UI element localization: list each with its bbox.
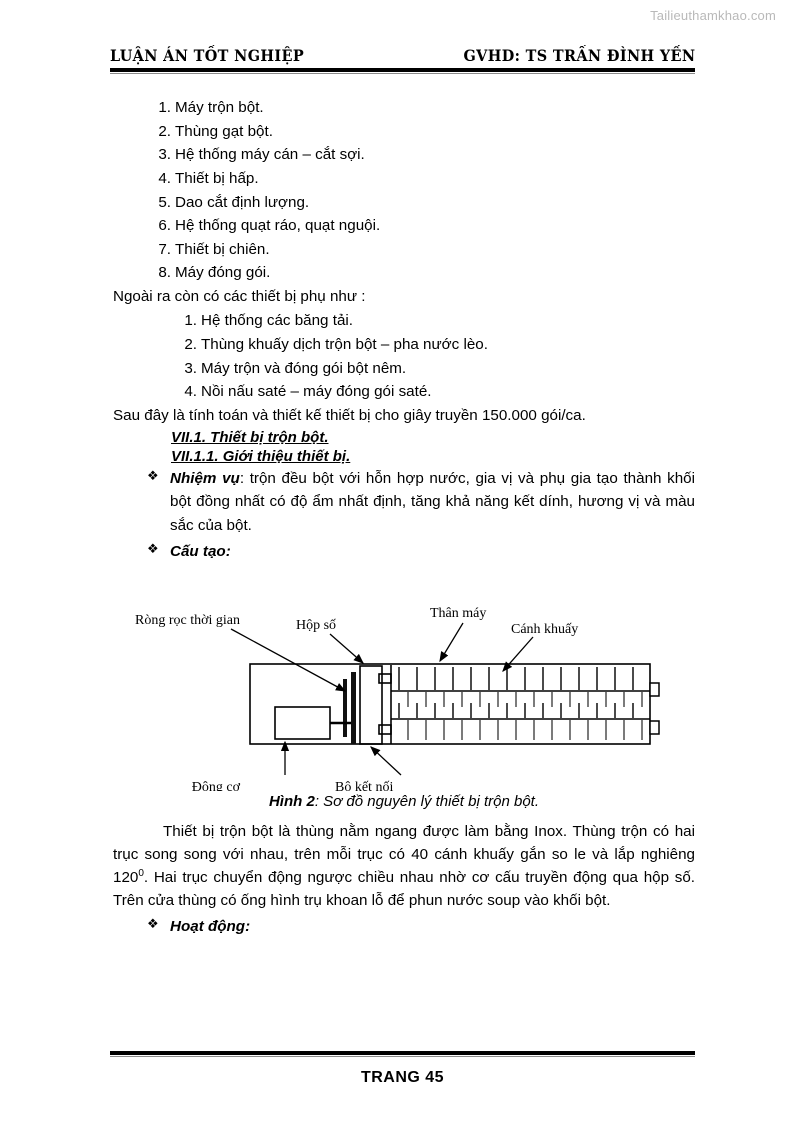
list-item-number: 3. bbox=[184, 359, 197, 377]
label-rong-roc: Ròng rọc thời gian bbox=[135, 613, 240, 629]
coupling-upper bbox=[379, 674, 391, 683]
list-item bbox=[113, 309, 695, 333]
list-item-label: Dao cắt định lượng. bbox=[175, 193, 310, 211]
list-item-label: Máy trộn và đóng gói bột nêm. bbox=[201, 359, 407, 377]
design-intro-paragraph: Sau đây là tính toán và thiết kế thiết bị cho giây truyền 150.000 gói/ca. bbox=[113, 406, 586, 424]
mixer-schematic-svg bbox=[113, 579, 695, 791]
list-item-number: 5. bbox=[158, 193, 171, 211]
list-item-number: 2. bbox=[158, 122, 171, 140]
list-item-label: Thùng khuấy dịch trộn bột – pha nước lèo. bbox=[201, 335, 488, 353]
bullet-hoat-dong bbox=[113, 915, 695, 939]
label-dong-co: Động cơ bbox=[191, 780, 240, 792]
figure-caption bbox=[113, 793, 695, 810]
figure-mixer-diagram bbox=[113, 579, 695, 791]
list-item-label: Thiết bị hấp. bbox=[175, 169, 259, 187]
list-item bbox=[113, 167, 695, 191]
diamond-bullet-icon: ❖ bbox=[147, 540, 159, 556]
bullet-text: : trộn đều bột với hỗn hợp nước, gia vị và phụ gia tạo thành khối bột đồng nhất có độ ẩm nhất định, tăng khả năng kết dính, hương vị và màu sắc của bột. bbox=[170, 469, 695, 534]
bullet-cau-tao bbox=[113, 540, 695, 564]
list-item bbox=[113, 380, 695, 404]
figure-caption-number: Hình 2 bbox=[268, 793, 315, 811]
page-footer bbox=[110, 1051, 695, 1087]
body-paragraph-part2: . Hai trục chuyển động ngược chiều nhau nhờ cơ cấu truyền động qua hộp số. Trên cửa thùng có ống hình trụ khoan lỗ để phun nước soup vào khối bột. bbox=[113, 869, 695, 910]
list-item-number: 4. bbox=[184, 383, 197, 401]
list-item bbox=[113, 96, 695, 120]
list-item-number: 1. bbox=[158, 99, 171, 116]
list-item-label: Nồi nấu saté – máy đóng gói saté. bbox=[201, 383, 432, 401]
header-title-left: LUẬN ÁN TỐT NGHIỆP bbox=[110, 46, 305, 65]
list-item bbox=[113, 143, 695, 167]
list-item-label: Hệ thống các băng tải. bbox=[201, 312, 353, 330]
list-item-number: 4. bbox=[158, 169, 171, 187]
list-item-number: 7. bbox=[158, 240, 171, 258]
list-item bbox=[113, 357, 695, 381]
section-heading: VII.1. Thiết bị trộn bột. bbox=[171, 428, 329, 446]
bullet-nhiem-vu bbox=[113, 467, 695, 538]
list-item-label: Thùng gạt bột. bbox=[175, 122, 273, 140]
list-item-number: 1. bbox=[184, 312, 197, 330]
body-paragraph-superscript: 0 bbox=[138, 868, 144, 880]
body-paragraph-part1: Thiết bị trộn bột là thùng nằm ngang được làm bằng Inox. Thùng trộn có hai trục song song với nhau, trên mỗi trục có 40 cánh khuấy gắn so le và lắp nghiêng 120 bbox=[113, 823, 695, 887]
list-item bbox=[113, 238, 695, 262]
header-title-right: GVHD: TS TRẦN ĐÌNH YẾN bbox=[463, 46, 695, 65]
figure-caption-text: : Sơ đồ nguyên lý thiết bị trộn bột. bbox=[314, 793, 540, 811]
coupling-lower bbox=[379, 725, 391, 734]
list-item bbox=[113, 191, 695, 215]
list-item-number: 2. bbox=[184, 335, 197, 353]
bullet-label: Hoạt động: bbox=[170, 917, 251, 935]
watermark-text: Tailieuthamkhao.com bbox=[650, 8, 776, 23]
label-bo-ket-noi: Bộ kết nối bbox=[335, 780, 394, 792]
list-item-label: Máy đóng gói. bbox=[175, 264, 271, 282]
label-than-may: Thân máy bbox=[430, 606, 487, 622]
list-item bbox=[113, 214, 695, 238]
list-item-label: Thiết bị chiên. bbox=[175, 240, 270, 258]
list-item-number: 6. bbox=[158, 217, 171, 235]
page-content bbox=[113, 96, 695, 938]
list-item bbox=[113, 120, 695, 144]
upper-shaft-paddles bbox=[399, 667, 633, 690]
list-item bbox=[113, 333, 695, 357]
bullet-label: Nhiệm vụ bbox=[170, 469, 240, 487]
list-item-label: Hệ thống máy cán – cắt sợi. bbox=[175, 146, 365, 164]
diamond-bullet-icon: ❖ bbox=[147, 467, 159, 483]
list-item-label: Máy trộn bột. bbox=[175, 99, 264, 116]
gearbox-housing bbox=[360, 665, 391, 744]
subsection-heading: VII.1.1. Giới thiệu thiết bị. bbox=[171, 447, 351, 465]
label-canh-khuay: Cánh khuấy bbox=[511, 622, 579, 638]
motor-block bbox=[275, 707, 351, 739]
bullet-label: Cấu tạo: bbox=[170, 542, 231, 560]
footer-rule-thin bbox=[110, 1056, 695, 1057]
footer-rule-thick bbox=[110, 1051, 695, 1055]
main-equipment-list bbox=[113, 96, 695, 285]
list-item-number: 8. bbox=[158, 264, 171, 282]
diamond-bullet-icon: ❖ bbox=[147, 915, 159, 931]
header-rule-thin bbox=[110, 73, 695, 74]
body-paragraph bbox=[113, 820, 695, 912]
timing-pulley bbox=[343, 672, 356, 744]
page-header bbox=[110, 46, 695, 74]
list-item bbox=[113, 261, 695, 285]
header-rule-thick bbox=[110, 68, 695, 72]
label-hop-so: Hộp số bbox=[296, 618, 337, 634]
right-bearing-tabs bbox=[650, 683, 659, 734]
figure-labels bbox=[135, 606, 578, 791]
page-number-label: TRANG 45 bbox=[360, 1069, 445, 1086]
list-item-number: 3. bbox=[158, 146, 171, 164]
list-item-label: Hệ thống quạt ráo, quạt nguội. bbox=[175, 217, 381, 235]
header-row bbox=[110, 46, 695, 65]
lower-shaft-paddles-lower bbox=[408, 720, 642, 740]
aux-intro-paragraph: Ngoài ra còn có các thiết bị phụ như : bbox=[113, 288, 366, 306]
aux-equipment-list bbox=[113, 309, 695, 404]
